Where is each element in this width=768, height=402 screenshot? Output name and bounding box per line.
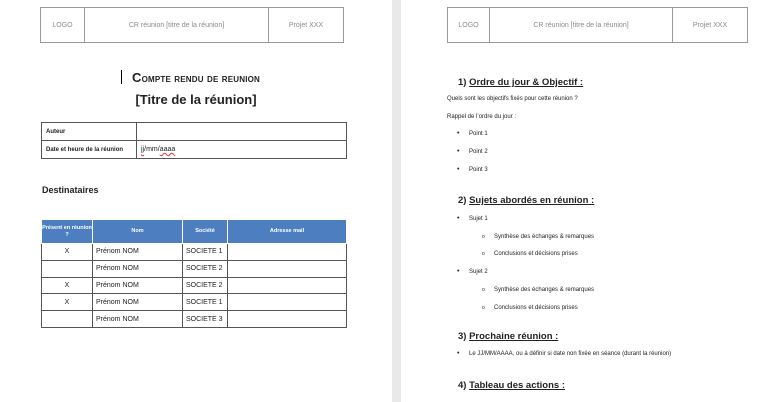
section-number: 3)	[458, 331, 467, 342]
email-cell[interactable]	[228, 244, 347, 261]
list-item	[459, 216, 488, 222]
table-header-row	[42, 220, 347, 244]
list-item-text: Synthèse des échanges & remarques	[494, 234, 595, 240]
date-label: Date et heure de la réunion	[42, 141, 137, 159]
list-item	[459, 131, 488, 137]
section-number: 2)	[458, 195, 467, 206]
sub-list-item	[484, 234, 595, 240]
agenda-recall: Rappel de l’ordre du jour :	[447, 114, 517, 120]
col-company: Société	[183, 220, 228, 244]
header-project: Projet XXX	[692, 21, 728, 29]
meeting-title[interactable]: [Titre de la réunion]	[135, 92, 257, 107]
date-year: aaaa	[159, 146, 176, 153]
name-cell[interactable]: Prénom NOM	[93, 311, 183, 328]
table-row	[42, 123, 347, 141]
list-item-text: Synthèse des échanges & remarques	[494, 287, 595, 293]
list-item-text: Conclusions et décisions prises	[494, 251, 578, 257]
page-header	[447, 7, 748, 43]
company-cell[interactable]: SOCIETE 1	[183, 294, 228, 311]
list-item	[459, 149, 488, 155]
list-item	[459, 351, 672, 357]
info-table	[41, 122, 347, 159]
list-item-text: Sujet 2	[469, 269, 488, 275]
present-cell[interactable]: X	[42, 244, 93, 261]
list-item-text: Point 3	[469, 167, 488, 173]
present-cell[interactable]: X	[42, 294, 93, 311]
section-heading-next-meeting	[458, 331, 558, 342]
col-name: Nom	[93, 220, 183, 244]
page-header	[40, 7, 344, 43]
email-cell[interactable]	[228, 294, 347, 311]
col-email: Adresse mail	[228, 220, 347, 244]
section-title: Ordre du jour & Objectif :	[469, 77, 584, 88]
date-day: jj	[141, 146, 145, 153]
section-title: Sujets abordés en réunion :	[469, 195, 595, 206]
list-item-text: Sujet 1	[469, 216, 488, 222]
list-item-text: Conclusions et décisions prises	[494, 305, 578, 311]
company-cell[interactable]: SOCIETE 2	[183, 277, 228, 294]
date-month: /mm/	[144, 146, 160, 153]
recipients-heading: Destinataires	[42, 185, 99, 195]
name-cell[interactable]: Prénom NOM	[93, 277, 183, 294]
section-number: 4)	[458, 380, 467, 391]
table-row	[42, 294, 347, 311]
present-cell[interactable]	[42, 260, 93, 277]
name-cell[interactable]: Prénom NOM	[93, 260, 183, 277]
email-cell[interactable]	[228, 277, 347, 294]
company-cell[interactable]: SOCIETE 2	[183, 260, 228, 277]
header-project: Projet XXX	[288, 21, 324, 29]
date-value[interactable]	[137, 141, 347, 159]
header-meeting-title: CR réunion [titre de la réunion]	[85, 8, 269, 42]
name-cell[interactable]: Prénom NOM	[93, 244, 183, 261]
section-title: Tableau des actions :	[469, 380, 565, 391]
recipients-table	[41, 219, 347, 328]
table-row	[42, 141, 347, 159]
company-cell[interactable]: SOCIETE 3	[183, 311, 228, 328]
header-logo: LOGO	[41, 8, 85, 42]
document-title[interactable]: Compte rendu de reunion	[131, 70, 261, 85]
header-meeting-title: CR réunion [titre de la réunion]	[490, 8, 673, 42]
section-title: Prochaine réunion :	[469, 331, 559, 342]
list-item-text: Point 1	[469, 131, 488, 137]
sub-list-item	[484, 305, 578, 311]
objectives-question: Quels sont les objectifs fixés pour cette réunion ?	[447, 96, 578, 102]
col-present: Présent en réunion ?	[42, 220, 93, 244]
document-page-2	[401, 0, 768, 402]
table-row	[42, 244, 347, 261]
present-cell[interactable]	[42, 311, 93, 328]
sub-list-item	[484, 287, 595, 293]
list-item	[459, 167, 488, 173]
email-cell[interactable]	[228, 311, 347, 328]
section-number: 1)	[458, 77, 467, 88]
table-row	[42, 277, 347, 294]
list-item-text: Point 2	[469, 149, 488, 155]
email-cell[interactable]	[228, 260, 347, 277]
section-heading-actions	[458, 380, 565, 391]
table-row	[42, 311, 347, 328]
list-item-text: Le JJ/MM/AAAA, ou à définir si date non fixée en séance (durant la réunion)	[469, 351, 672, 357]
section-heading-topics	[458, 195, 594, 206]
name-cell[interactable]: Prénom NOM	[93, 294, 183, 311]
sub-list-item	[484, 251, 578, 257]
author-label: Auteur	[42, 123, 137, 141]
author-value[interactable]	[137, 123, 347, 141]
present-cell[interactable]: X	[42, 277, 93, 294]
table-row	[42, 260, 347, 277]
list-item	[459, 269, 488, 275]
section-heading-agenda	[458, 77, 583, 88]
header-logo: LOGO	[448, 8, 490, 42]
company-cell[interactable]: SOCIETE 1	[183, 244, 228, 261]
